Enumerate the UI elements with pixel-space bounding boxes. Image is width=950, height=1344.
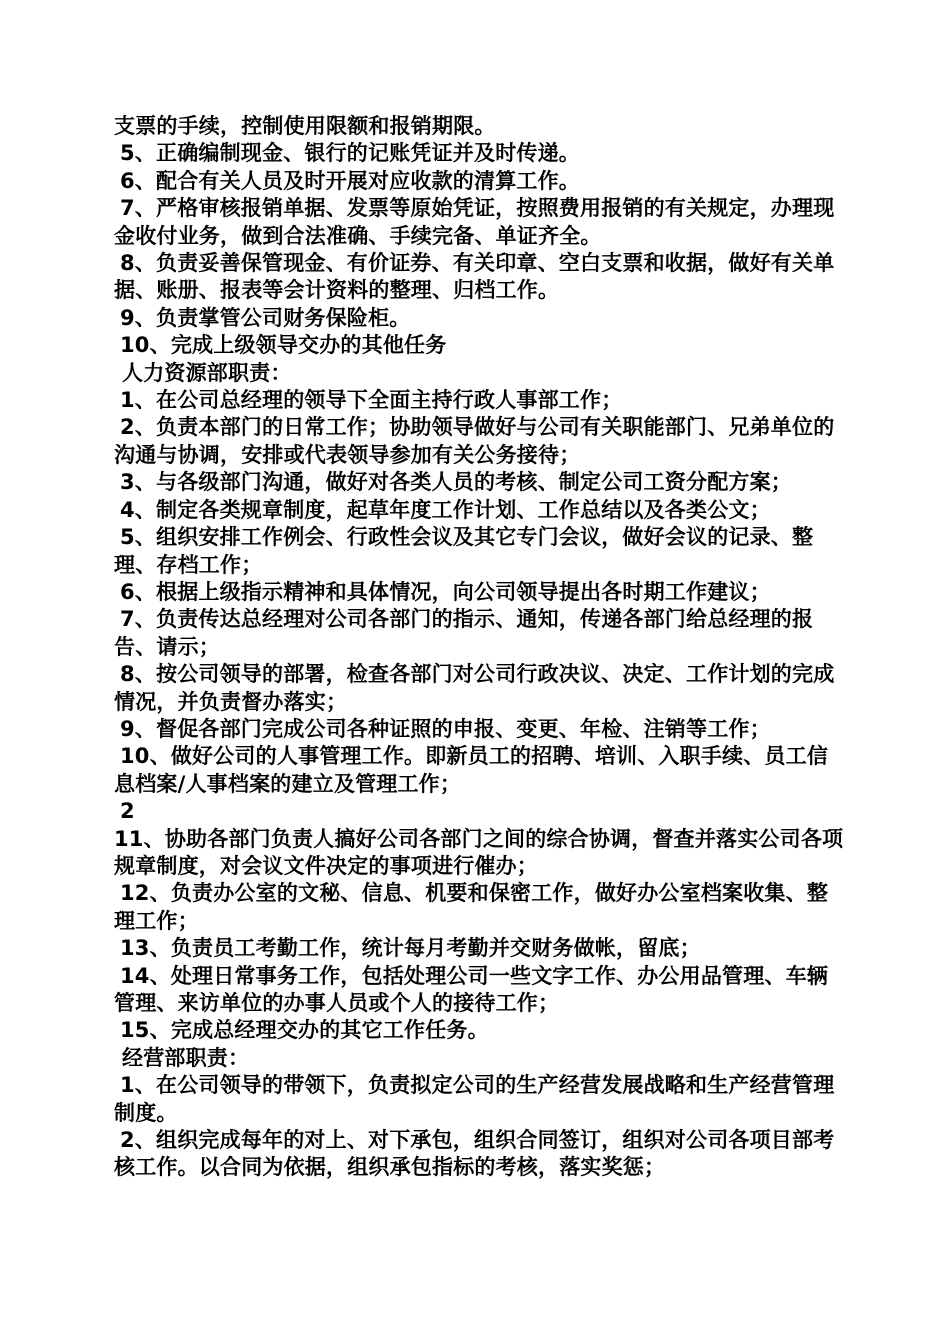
- paragraph: 6、配合有关人员及时开展对应收款的清算工作。: [120, 168, 581, 193]
- paragraph: 8、按公司领导的部署，检查各部门对公司行政决议、决定、工作计划的完成情况，并负责督办落实；: [114, 662, 835, 714]
- paragraph: 7、严格审核报销单据、发票等原始凭证，按照费用报销的有关规定，办理现金收付业务，做到合法准确、手续完备、单证齐全。: [114, 196, 835, 248]
- page-number: 2: [120, 799, 135, 824]
- paragraph: 10、做好公司的人事管理工作。即新员工的招聘、培训、入职手续、员工信息档案/人事档案的建立及管理工作；: [114, 744, 829, 796]
- paragraph: 3、与各级部门沟通，做好对各类人员的考核、制定公司工资分配方案；: [120, 470, 793, 495]
- paragraph: 7、负责传达总经理对公司各部门的指示、通知，传递各部门给总经理的报告、请示；: [114, 607, 814, 659]
- paragraph: 10、完成上级领导交办的其他任务: [120, 333, 447, 358]
- paragraph: 4、制定各类规章制度，起草年度工作计划、工作总结以及各类公文；: [120, 497, 771, 522]
- paragraph: 13、负责员工考勤工作，统计每月考勤并交财务做帐，留底；: [120, 936, 701, 961]
- paragraph: 11、协助各部门负责人搞好公司各部门之间的综合协调，督查并落实公司各项规章制度，对会议文件决定的事项进行催办；: [114, 826, 844, 878]
- paragraph: 2、组织完成每年的对上、对下承包，组织合同签订，组织对公司各项目部考核工作。以合同为依据，组织承包指标的考核，落实奖惩；: [114, 1128, 835, 1180]
- paragraph: 1、在公司领导的带领下，负责拟定公司的生产经营发展战略和生产经营管理制度。: [114, 1073, 835, 1125]
- section-heading-business: 经营部职责：: [122, 1045, 250, 1070]
- paragraph: 6、根据上级指示精神和具体情况，向公司领导提出各时期工作建议；: [120, 579, 771, 604]
- paragraph: 15、完成总经理交办的其它工作任务。: [120, 1018, 489, 1043]
- paragraph: 8、负责妥善保管现金、有价证券、有关印章、空白支票和收据，做好有关单据、账册、报表等会计资料的整理、归档工作。: [114, 251, 835, 303]
- paragraph: 12、负责办公室的文秘、信息、机要和保密工作，做好办公室档案收集、整理工作；: [114, 881, 829, 933]
- paragraph: 5、组织安排工作例会、行政性会议及其它专门会议，做好会议的记录、整理、存档工作；: [114, 525, 814, 577]
- paragraph: 9、督促各部门完成公司各种证照的申报、变更、年检、注销等工作；: [120, 716, 771, 741]
- paragraph: 14、处理日常事务工作，包括处理公司一些文字工作、办公用品管理、车辆管理、来访单位的办事人员或个人的接待工作；: [114, 963, 829, 1015]
- paragraph: 5、正确编制现金、银行的记账凭证并及时传递。: [120, 141, 581, 166]
- paragraph: 支票的手续，控制使用限额和报销期限。: [114, 114, 496, 138]
- paragraph: 9、负责掌管公司财务保险柜。: [120, 305, 411, 330]
- section-heading-hr: 人力资源部职责：: [122, 360, 292, 385]
- paragraph: 1、在公司总经理的领导下全面主持行政人事部工作；: [120, 388, 623, 413]
- paragraph: 2、负责本部门的日常工作；协助领导做好与公司有关职能部门、兄弟单位的沟通与协调，安排或代表领导参加有关公务接待；: [114, 415, 835, 467]
- document-body: [114, 113, 844, 1182]
